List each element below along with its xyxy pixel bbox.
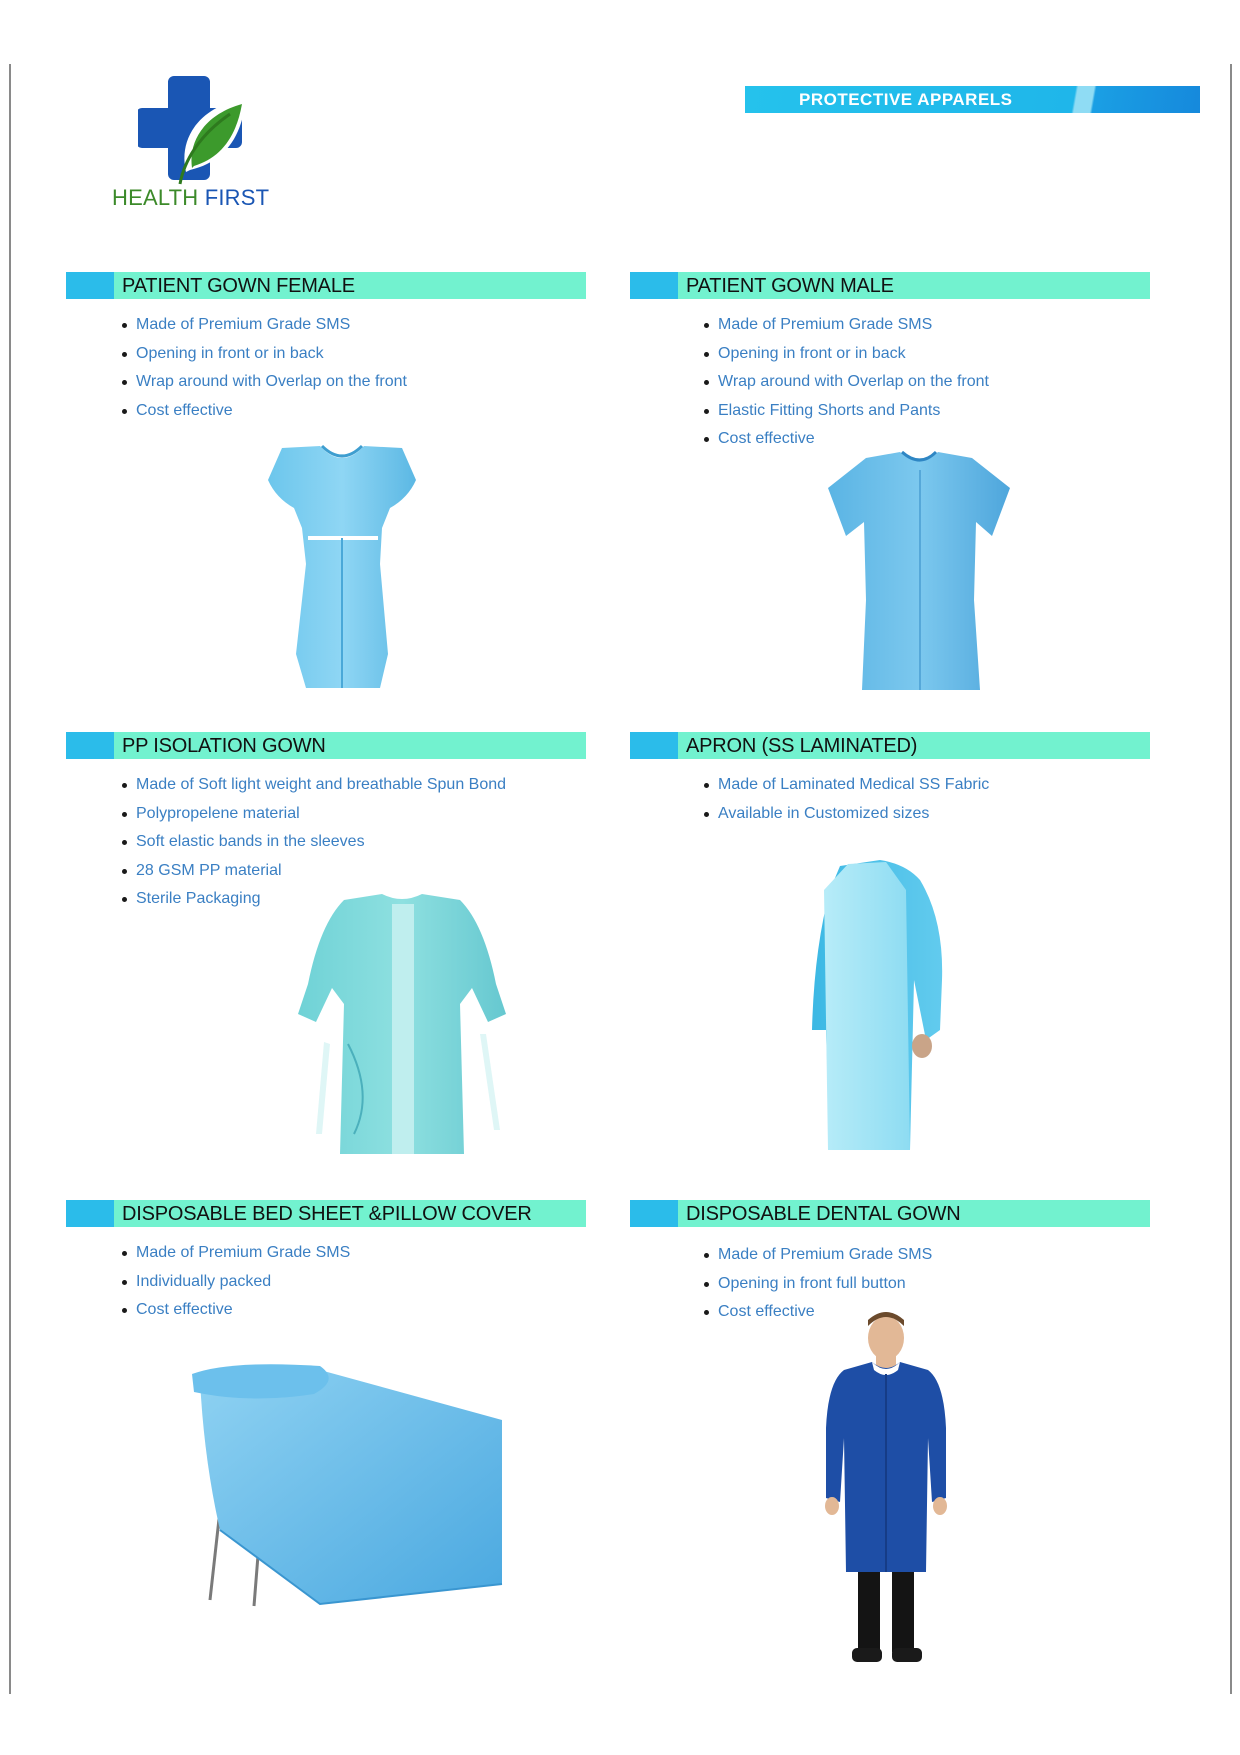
brand-name-first: FIRST [204, 185, 270, 210]
section-title: DISPOSABLE DENTAL GOWN [686, 1203, 961, 1225]
feature-list-patient-gown-male [704, 316, 989, 459]
feature-item: Made of Laminated Medical SS Fabric [704, 776, 989, 805]
feature-item: Opening in front full button [704, 1275, 932, 1304]
page-edge-left [9, 64, 11, 1694]
section-header-apron-ss-laminated [630, 732, 1150, 759]
brand-logo [108, 72, 283, 212]
male-patient-gown-image [826, 450, 1012, 698]
feature-item: Wrap around with Overlap on the front [704, 373, 989, 402]
section-header-tab [630, 272, 678, 299]
feature-item: Made of Premium Grade SMS [704, 1246, 932, 1275]
section-header-tab [66, 732, 114, 759]
section-title: PATIENT GOWN FEMALE [122, 275, 355, 297]
section-title: DISPOSABLE BED SHEET &PILLOW COVER [122, 1203, 532, 1225]
feature-item: Made of Premium Grade SMS [122, 1244, 350, 1273]
apron-image [810, 860, 950, 1150]
category-banner [745, 86, 1200, 113]
feature-item: Opening in front or in back [704, 345, 989, 374]
feature-item: Elastic Fitting Shorts and Pants [704, 402, 989, 431]
feature-item: Available in Customized sizes [704, 805, 989, 834]
feature-item: Sterile Packaging [122, 890, 506, 919]
feature-item: Cost effective [122, 402, 407, 431]
feature-item: Made of Soft light weight and breathable Spun Bond [122, 776, 506, 805]
section-header-patient-gown-female [66, 272, 586, 299]
dental-gown-image [822, 1308, 950, 1668]
feature-item: 28 GSM PP material [122, 862, 506, 891]
feature-item: Wrap around with Overlap on the front [122, 373, 407, 402]
feature-list-apron-ss-laminated [704, 776, 989, 833]
isolation-gown-image [284, 894, 520, 1156]
section-header-dental-gown [630, 1200, 1150, 1227]
feature-list-bed-sheet-pillow-cover [122, 1244, 350, 1330]
feature-item: Soft elastic bands in the sleeves [122, 833, 506, 862]
section-header-tab [630, 1200, 678, 1227]
feature-item: Polypropelene material [122, 805, 506, 834]
brand-name [112, 185, 269, 211]
feature-item: Individually packed [122, 1273, 350, 1302]
feature-item: Made of Premium Grade SMS [704, 316, 989, 345]
feature-list-patient-gown-female [122, 316, 407, 430]
section-title: PP ISOLATION GOWN [122, 735, 326, 757]
female-patient-gown-image [262, 444, 422, 692]
section-header-tab [630, 732, 678, 759]
brand-name-health: HEALTH [112, 185, 199, 210]
bed-sheet-image [190, 1360, 504, 1610]
feature-item: Opening in front or in back [122, 345, 407, 374]
banner-label: PROTECTIVE APPARELS [799, 90, 1013, 109]
feature-item: Cost effective [704, 1303, 932, 1332]
section-header-tab [66, 272, 114, 299]
section-header-pp-isolation-gown [66, 732, 586, 759]
feature-item: Made of Premium Grade SMS [122, 316, 407, 345]
page-edge-right [1230, 64, 1232, 1694]
feature-item: Cost effective [704, 430, 989, 459]
section-header-tab [66, 1200, 114, 1227]
cross-leaf-logo-icon [138, 76, 248, 186]
section-header-patient-gown-male [630, 272, 1150, 299]
section-title: PATIENT GOWN MALE [686, 275, 894, 297]
section-header-bed-sheet-pillow-cover [66, 1200, 586, 1227]
feature-item: Cost effective [122, 1301, 350, 1330]
section-title: APRON (SS LAMINATED) [686, 735, 918, 757]
